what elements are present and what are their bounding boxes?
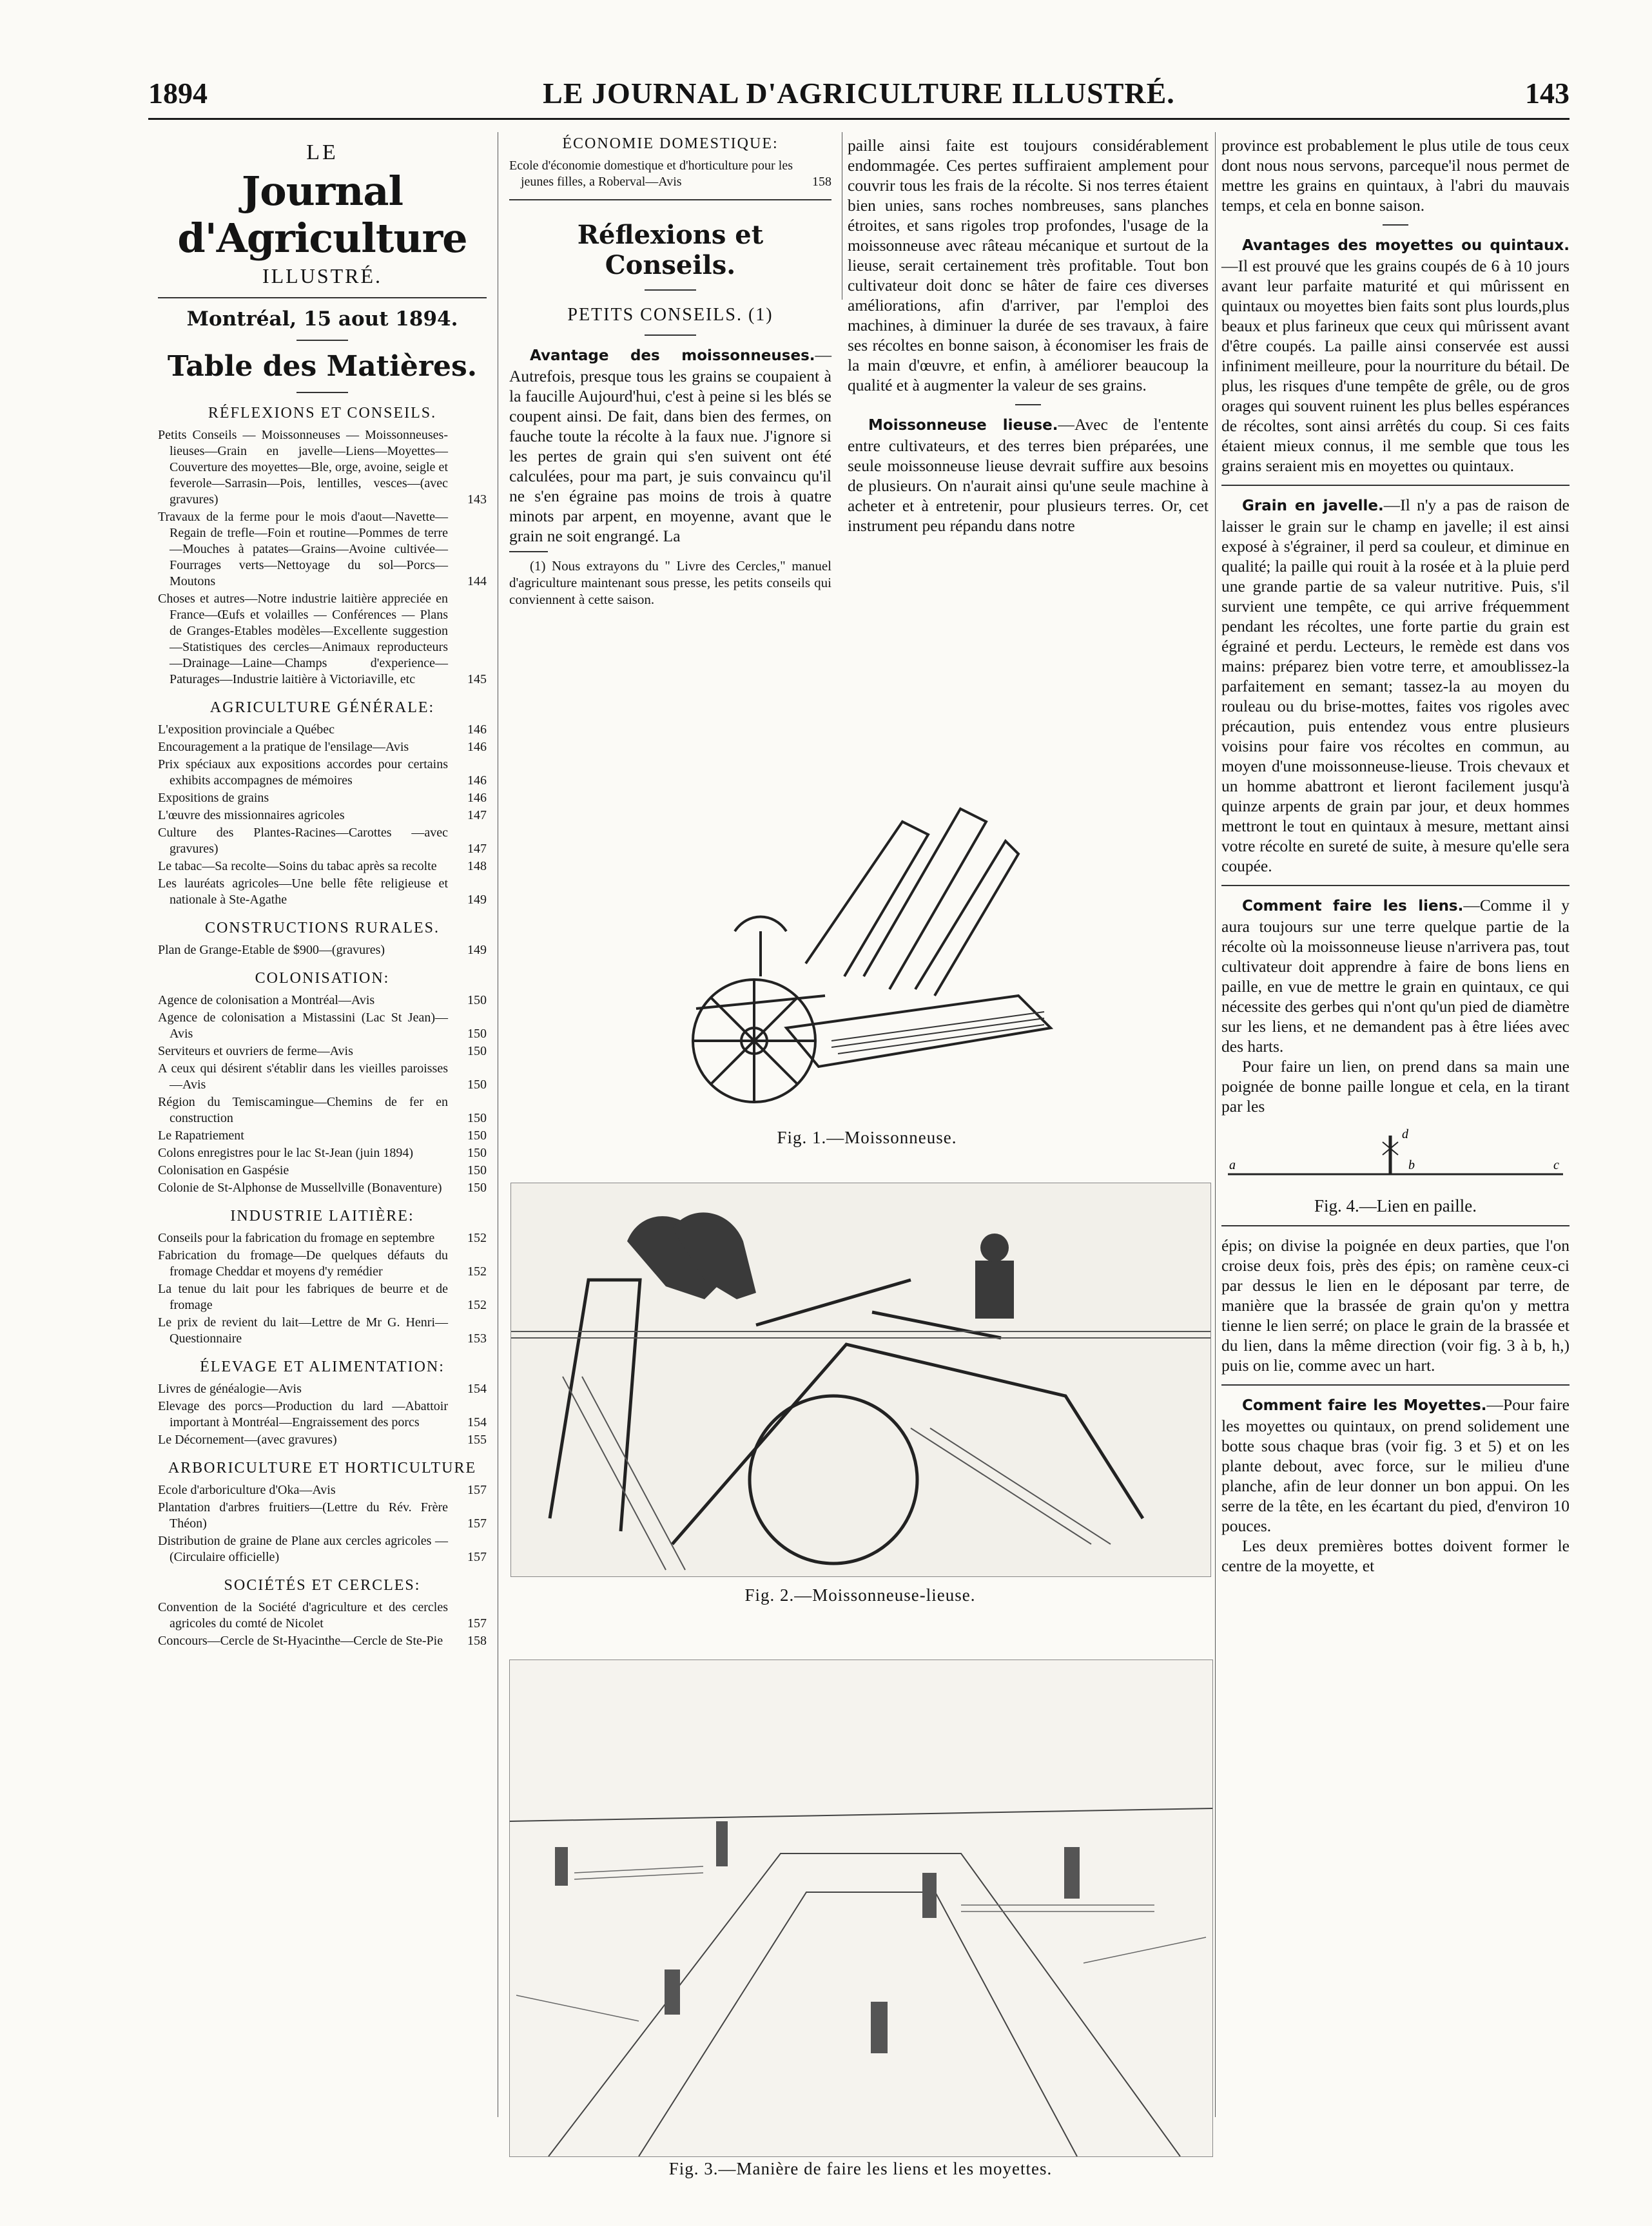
toc-entry-page: 154 bbox=[467, 1382, 487, 1396]
toc-entry-text: Serviteurs et ouvriers de ferme—Avis bbox=[158, 1044, 353, 1058]
toc-section-heading: AGRICULTURE GÉNÉRALE: bbox=[209, 699, 435, 716]
toc-entry-page: 147 bbox=[467, 842, 487, 856]
toc-entry-page: 150 bbox=[467, 1111, 487, 1125]
paragraph-lead: Comment faire les Moyettes. bbox=[1242, 1397, 1487, 1414]
toc-entry[interactable] bbox=[158, 1281, 487, 1313]
toc-entry-text: Prix spéciaux aux expositions accordes pour certains exhibits accompagnes de mémoires bbox=[158, 757, 448, 788]
toc-entry-page: 150 bbox=[467, 993, 487, 1007]
toc-entry-text: Travaux de la ferme pour le mois d'aout—Navette—Regain de trefle—Foin et routine—Pommes de terre—Mouches à patates—Grains—Avoine cultivée—Fourrages verts—Nettoyage du sol—Porcs—Moutons bbox=[158, 510, 448, 588]
toc-entry-text: Ecole d'économie domestique et d'horticulture pour les jeunes filles, a Roberval—Avis bbox=[509, 159, 793, 189]
paragraph-moissonneuses: Avantage des moissonneuses.—Autrefois, presque tous les grains se coupaient à la faucille Aujourd'hui, c'est à peine si les blés se coupent ainsi. De fait, dans bien des fermes, on fauche toute la récolte à la faux nue. J'ignore si les pertes de grain qui s'en suivent ont été calculées, pour ma part, je suis convaincu qu'il ne s'en égraine pas moins de trois à quatre minots par arpent, en moyenne, avant que le grain ne soit engrangé. La bbox=[509, 345, 831, 545]
paragraph-lead: Avantage des moissonneuses. bbox=[530, 347, 815, 364]
paragraph-lead: Comment faire les liens. bbox=[1242, 898, 1464, 915]
toc-entry[interactable] bbox=[158, 876, 487, 908]
toc-entry-text: Plantation d'arbres fruitiers—(Lettre du Rév. Frère Théon) bbox=[158, 1500, 448, 1531]
toc-section-heading: ÉLEVAGE ET ALIMENTATION: bbox=[200, 1359, 445, 1375]
toc-entry[interactable] bbox=[158, 1500, 487, 1532]
toc-entry[interactable] bbox=[158, 1163, 487, 1179]
toc-entry-text: L'œuvre des missionnaires agricoles bbox=[158, 808, 345, 822]
toc-entry-text: Livres de généalogie—Avis bbox=[158, 1382, 302, 1396]
toc-entry[interactable] bbox=[158, 509, 487, 590]
toc-entry[interactable] bbox=[158, 757, 487, 789]
toc-entry-page: 146 bbox=[467, 740, 487, 754]
toc-entry[interactable] bbox=[158, 808, 487, 824]
toc-entry-text: Le Décornement—(avec gravures) bbox=[158, 1433, 337, 1447]
toc-title: Table des Matières. bbox=[167, 350, 478, 383]
column-4 bbox=[1221, 135, 1569, 1576]
toc-entry-text: Ecole d'arboriculture d'Oka—Avis bbox=[158, 1483, 336, 1497]
column-2 bbox=[509, 135, 831, 608]
toc-entry-text: Concours—Cercle de St-Hyacinthe—Cercle de Ste-Pie bbox=[158, 1634, 443, 1648]
article-subtitle: PETITS CONSEILS. (1) bbox=[567, 305, 773, 325]
fig4-label-d: d bbox=[1402, 1127, 1408, 1141]
toc-entry-text: Choses et autres—Notre industrie laitière appreciée en France—Œufs et volailles — Conférences — Plans de Granges-Etables modèles—Excellente suggestion—Statistiques des cercles—Animaux reproducteurs—Drainage—Laine—Champs d'experience—Paturages—Industrie laitière à Victoriaville, etc bbox=[158, 592, 448, 686]
fig4-label-a: a bbox=[1229, 1158, 1236, 1172]
toc-entry[interactable] bbox=[158, 1010, 487, 1042]
toc-entry[interactable] bbox=[158, 858, 487, 875]
header-journal-title: LE JOURNAL D'AGRICULTURE ILLUSTRÉ. bbox=[543, 77, 1175, 110]
column-1-toc bbox=[158, 135, 487, 1650]
toc-entry-page: 144 bbox=[467, 574, 487, 588]
fig4-label-c: c bbox=[1553, 1158, 1559, 1172]
toc-entry-page: 148 bbox=[467, 859, 487, 873]
toc-entry-text: Fabrication du fromage—De quelques défauts du fromage Cheddar et moyens d'y remédier bbox=[158, 1248, 448, 1279]
toc-entry-page: 150 bbox=[467, 1044, 487, 1058]
column-divider bbox=[1215, 132, 1216, 2117]
paragraph-lien-continuation: épis; on divise la poignée en deux parties, que l'on croise deux fois, près des épis; on ramène ceux-ci par dessus le lien en le déposant par terre, de manière que la brassée de grain qu'on y mettra tienne le lien serré; on place le grain de la brassée et du lien, dans la même direction (voir fig. 3 à b, h,) puis on lie, comme avec un hart. bbox=[1221, 1236, 1569, 1375]
toc-entry-text: Conseils pour la fabrication du fromage en septembre bbox=[158, 1231, 435, 1245]
footnote: (1) Nous extrayons du " Livre des Cercles," manuel d'agriculture maintenant sous presse, les petits conseils qui conviennent à cette saison. bbox=[509, 558, 831, 607]
divider bbox=[1221, 885, 1569, 886]
masthead-le: LE bbox=[306, 140, 338, 164]
toc-entry-page: 146 bbox=[467, 773, 487, 788]
toc-entry-page: 150 bbox=[467, 1146, 487, 1160]
divider bbox=[1221, 1384, 1569, 1386]
paragraph-moyettes-end: Les deux premières bottes doivent former le centre de la moyette, et bbox=[1221, 1536, 1569, 1575]
toc-entry-text: Le prix de revient du lait—Lettre de Mr G. Henri—Questionnaire bbox=[158, 1315, 448, 1346]
toc-entry-page: 154 bbox=[467, 1415, 487, 1429]
toc-entry-text: Agence de colonisation a Montréal—Avis bbox=[158, 993, 375, 1007]
toc-entry-text: Culture des Plantes-Racines—Carottes —avec gravures) bbox=[158, 826, 448, 856]
toc-entry[interactable] bbox=[158, 591, 487, 688]
toc-body bbox=[158, 405, 487, 1649]
toc-entry-text: Le tabac—Sa recolte—Soins du tabac après sa recolte bbox=[158, 859, 437, 873]
toc-entry-page: 158 bbox=[812, 175, 831, 189]
toc-entry-text: Le Rapatriement bbox=[158, 1128, 244, 1143]
toc-entry-page: 149 bbox=[467, 893, 487, 907]
fig4-caption: Fig. 4.—Lien en paille. bbox=[1314, 1196, 1477, 1215]
toc-entry-page: 155 bbox=[467, 1433, 487, 1447]
toc-entry-text: Plan de Grange-Etable de $900—(gravures) bbox=[158, 943, 385, 957]
toc-entry[interactable] bbox=[509, 158, 831, 190]
toc-entry[interactable] bbox=[158, 1094, 487, 1127]
toc-section-heading: SOCIÉTÉS ET CERCLES: bbox=[224, 1577, 421, 1594]
fig1-caption: Fig. 1.—Moissonneuse. bbox=[777, 1128, 957, 1147]
toc-entry-page: 152 bbox=[467, 1298, 487, 1312]
toc-entry[interactable] bbox=[158, 722, 487, 738]
toc-entry-page: 150 bbox=[467, 1078, 487, 1092]
running-header bbox=[148, 76, 1569, 121]
toc-entry[interactable] bbox=[158, 1248, 487, 1280]
toc-entry[interactable] bbox=[158, 1145, 487, 1161]
toc-entry-page: 157 bbox=[467, 1483, 487, 1497]
toc-section-heading: COLONISATION: bbox=[255, 970, 390, 987]
divider bbox=[296, 392, 348, 393]
toc-entry[interactable] bbox=[158, 992, 487, 1009]
toc-section-heading: ÉCONOMIE DOMESTIQUE: bbox=[562, 135, 779, 152]
toc-entry-page: 143 bbox=[467, 492, 487, 507]
toc-entry-page: 157 bbox=[467, 1616, 487, 1631]
divider bbox=[645, 334, 696, 336]
toc-entry-text: Petits Conseils — Moissonneuses — Moissonneuses-lieuses—Grain en javelle—Liens—Moyettes—Couverture des moyettes—Ble, orge, avoine, seigle et feverole—Sarrasin—Pois, lentilles, vesces—(avec gravures) bbox=[158, 428, 448, 507]
paragraph-liens: Comment faire les liens.—Comme il y aura toujours sur une terre quelque partie de la récolte où la moissonneuse lieuse n'arrivera pas, tout cultivateur doit apprendre à faire de bons liens en paille, en vue de mettre le grain en quintaux, ce qui nécessite des gerbes qui n'ont qu'un pied de diamètre sur les liens, et ne demandent pas à être liées avec des harts. bbox=[1221, 896, 1570, 1056]
fig4-label-b: b bbox=[1408, 1158, 1415, 1172]
header-year: 1894 bbox=[148, 77, 208, 110]
masthead-rule bbox=[158, 297, 487, 298]
paragraph-moissonneuse-lieuse: Moissonneuse lieuse.—Avec de l'entente entre cultivateurs, et des terres bien préparées, une seule moissonneuse lieuse devrait suffire aux besoins de plusieurs. On n'aurait ainsi qu'une seule machine à acheter et à entretenir, pour plusieurs terres. Or, cet instrument peu répandu dans notre bbox=[848, 415, 1209, 535]
toc-entry-page: 153 bbox=[467, 1331, 487, 1346]
toc-entry[interactable] bbox=[158, 739, 487, 755]
fig1-reaper-illustration bbox=[657, 783, 1076, 1118]
toc-entry-text: A ceux qui désirent s'établir dans les vieilles paroisses—Avis bbox=[158, 1061, 448, 1092]
header-page-number: 143 bbox=[1525, 77, 1569, 110]
paragraph-continuation: paille ainsi faite est toujours considérablement endommagée. Ces pertes suffiraient amplement pour couvrir tous les frais de la récolte. Si nos terres étaient bien unies, sans roches nombreuses, sans planches étroites, et sans rigoles trop profondes, l'usage de la moissonneuse avec râteau mécanique et surtout de la lieuse, serait certainement très profitable. Tout bon cultivateur doit donc se hâter de faire ces diverses améliorations, afin d'arriver, par l'emploi des machines, à diminuer la durée de ses travaux, à faire ses récoltes en bonne saison, à économiser les frais de la main d'œuvre, et enfin, à améliorer beaucoup la qualité et à augmenter la valeur de ses grains. bbox=[848, 136, 1209, 394]
toc-entry-page: 150 bbox=[467, 1128, 487, 1143]
toc-entry-text: Convention de la Société d'agriculture et des cercles agricoles du comté de Nicolet bbox=[158, 1600, 448, 1631]
toc-entry-page: 145 bbox=[467, 672, 487, 686]
fig2-caption: Fig. 2.—Moissonneuse-lieuse. bbox=[744, 1585, 976, 1605]
toc-entry-page: 150 bbox=[467, 1181, 487, 1195]
toc-entry-page: 146 bbox=[467, 722, 487, 737]
toc-entry[interactable] bbox=[158, 427, 487, 508]
toc-section-heading: RÉFLEXIONS ET CONSEILS. bbox=[208, 405, 437, 421]
column-3 bbox=[848, 135, 1209, 536]
masthead-subtitle: ILLUSTRÉ. bbox=[262, 264, 383, 287]
toc-entry-text: Encouragement a la pratique de l'ensilage—Avis bbox=[158, 740, 409, 754]
toc-entry[interactable] bbox=[158, 1482, 487, 1498]
fig4-straw-tie-illustration bbox=[1221, 1123, 1569, 1194]
toc-entry-page: 157 bbox=[467, 1550, 487, 1564]
toc-entry-text: La tenue du lait pour les fabriques de beurre et de fromage bbox=[158, 1282, 448, 1312]
divider bbox=[645, 289, 696, 291]
dateline: Montréal, 15 aout 1894. bbox=[186, 307, 458, 331]
divider bbox=[1015, 404, 1041, 405]
toc-entry[interactable] bbox=[158, 1600, 487, 1632]
footnote-rule bbox=[509, 551, 548, 552]
toc-entry[interactable] bbox=[158, 1180, 487, 1196]
paragraph-lead: Grain en javelle. bbox=[1242, 498, 1384, 514]
toc-entry-text: Elevage des porcs—Production du lard —Abattoir important à Montréal—Engraissement des porcs bbox=[158, 1399, 448, 1429]
toc-entry-text: Colonie de St-Alphonse de Mussellville (Bonaventure) bbox=[158, 1181, 442, 1195]
toc-entry-page: 158 bbox=[467, 1634, 487, 1648]
paragraph-lead: Avantages des moyettes ou quintaux. bbox=[1242, 237, 1569, 254]
article-title: Réflexions et Conseils. bbox=[577, 220, 764, 280]
divider bbox=[1383, 224, 1408, 226]
toc-entry[interactable] bbox=[158, 942, 487, 958]
toc-entry-page: 147 bbox=[467, 808, 487, 822]
toc-entry-page: 157 bbox=[467, 1516, 487, 1531]
toc-entry[interactable] bbox=[158, 1043, 487, 1060]
header-rule bbox=[148, 118, 1569, 120]
toc-entry-text: Colonisation en Gaspésie bbox=[158, 1163, 289, 1177]
toc-entry[interactable] bbox=[158, 1432, 487, 1448]
divider bbox=[509, 199, 831, 200]
toc-entry-page: 150 bbox=[467, 1027, 487, 1041]
toc-entry-text: Région du Temiscamingue—Chemins de fer en construction bbox=[158, 1095, 448, 1125]
paragraph-moyettes-comment: Comment faire les Moyettes.—Pour faire les moyettes ou quintaux, on prend solidement une botte sous chaque bras (voir fig. 3 et 5) et on les plante debout, avec force, sur le milieu d'une planche, afin de leur donner un bon appui. On les serre de la tête, en les écartant du pied, d'environ 10 pouces. bbox=[1221, 1395, 1569, 1535]
paragraph-grain-javelle: Grain en javelle.—Il n'y a pas de raison de laisser le grain sur le champ en javelle; il est ainsi exposé à s'égrainer, il perd sa couleur, et diminue en qualité; la paille qui rouit à la rosée et à la pluie perd une grande partie de sa valeur nutritive. Puis, s'il survient une tempête, ce qui arrive fréquemment pendant les récoltes, une forte partie du grain est égrainé et perdu. Lecteurs, le remède est dans vos mains: préparez bien votre terre, et amoublissez-la parfaitement en semant; tassez-la au moyen du rouleau ou du brise-mottes, faites vos rigoles avec précaution, puis entendez vous entre plusieurs voisins pour faire vos récoltes en commun, au moyen d'une moissonneuse-lieuse. Trois chevaux et un homme abattront et lieront facilement jusqu'à quinze arpents de grain par jour, et deux hommes mettront le tout en quintaux à mesure, mettant ainsi votre récolte en sureté de suite, à mesure qu'elle sera coupée. bbox=[1221, 496, 1570, 875]
toc-entry[interactable] bbox=[158, 790, 487, 806]
toc-entry[interactable] bbox=[158, 1381, 487, 1397]
paragraph-moyettes-avantages: Avantages des moyettes ou quintaux.—Il est prouvé que les grains coupés de 6 à 10 jours avant leur parfaite maturité et qui mûrissent en quintaux ou moyettes bien faits sont plus lourds,plus beaux et plus farineux que ceux qui mûrissent avant d'être coupés. La paille ainsi conservée est aussi infiniment meilleure, pour la nourriture du bétail. De plus, les risques d'une tempête de grêle, ou de gros orages qui souvent ruinent les plus belles espérances de récoltes, sont ainsi arrêtés du coup. Si ces faits étaient mieux connus, il me semble que tous les grains seraient mis en moyettes ou quintaux. bbox=[1221, 237, 1569, 475]
toc-section-heading: CONSTRUCTIONS RURALES. bbox=[204, 920, 440, 936]
divider bbox=[296, 340, 348, 341]
toc-entry-text: Colons enregistres pour le lac St-Jean (juin 1894) bbox=[158, 1146, 414, 1160]
toc-entry-text: Les lauréats agricoles—Une belle fête religieuse et nationale à Ste-Agathe bbox=[158, 876, 448, 907]
toc-entry[interactable] bbox=[158, 1128, 487, 1144]
toc-entry[interactable] bbox=[158, 1399, 487, 1431]
toc-section-heading: ARBORICULTURE ET HORTICULTURE bbox=[168, 1460, 477, 1476]
divider bbox=[1221, 485, 1569, 486]
paragraph-lien-how: Pour faire un lien, on prend dans sa main une poignée de bonne paille longue et cela, en la tirant par les bbox=[1221, 1057, 1569, 1116]
toc-entry-text: Agence de colonisation a Mistassini (Lac St Jean)—Avis bbox=[158, 1011, 448, 1041]
toc-entry-text: L'exposition provinciale a Québec bbox=[158, 722, 335, 737]
paragraph-continuation: province est probablement le plus utile de tous ceux dont nous nous servons, parceque'il nous permet de mettre les grains en quintaux, à l'abri du mauvais temps, et cela en bonne saison. bbox=[1221, 136, 1569, 215]
toc-entry[interactable] bbox=[158, 825, 487, 857]
masthead-title: Journal d'Agriculture bbox=[177, 168, 467, 262]
toc-entry-page: 150 bbox=[467, 1163, 487, 1177]
toc-section-heading: INDUSTRIE LAITIÈRE: bbox=[230, 1208, 414, 1224]
toc-entry[interactable] bbox=[158, 1061, 487, 1093]
fig3-harvest-scene-illustration bbox=[509, 1660, 1213, 2157]
toc-entry-page: 152 bbox=[467, 1264, 487, 1279]
fig3-caption: Fig. 3.—Manière de faire les liens et les moyettes. bbox=[668, 2159, 1053, 2178]
toc-entry[interactable] bbox=[158, 1315, 487, 1347]
paragraph-lead: Moissonneuse lieuse. bbox=[868, 417, 1058, 434]
toc-entry-text: Distribution de graine de Plane aux cercles agricoles —(Circulaire officielle) bbox=[158, 1534, 448, 1564]
divider bbox=[1221, 1225, 1569, 1226]
toc-entry-page: 149 bbox=[467, 943, 487, 957]
toc-entry-page: 146 bbox=[467, 791, 487, 805]
toc-entry[interactable] bbox=[158, 1230, 487, 1246]
toc-entry-text: Expositions de grains bbox=[158, 791, 269, 805]
toc-entry[interactable] bbox=[158, 1633, 487, 1649]
toc-entry[interactable] bbox=[158, 1533, 487, 1565]
toc-entry-page: 152 bbox=[467, 1231, 487, 1245]
fig2-binder-illustration bbox=[510, 1183, 1211, 1577]
